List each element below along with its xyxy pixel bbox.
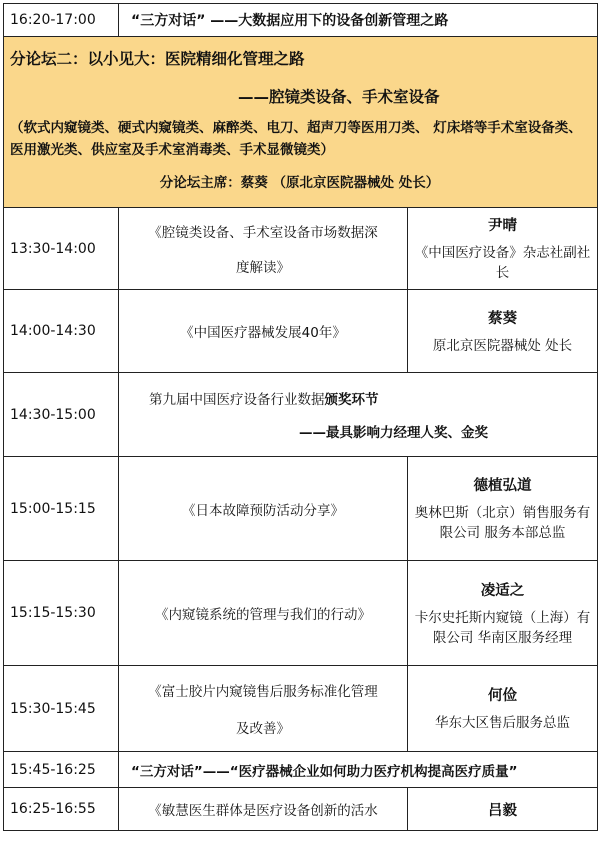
agenda-row bbox=[4, 207, 597, 289]
speaker-name: 尹晴 bbox=[488, 218, 517, 234]
session-title: 《内窥镜系统的管理与我们的行动》 bbox=[119, 561, 408, 665]
session-time: 16:20-17:00 bbox=[4, 4, 119, 36]
session-title: 《日本故障预防活动分享》 bbox=[119, 457, 408, 560]
session-title: “三方对话”——“医疗器械企业如何助力医疗机构提高医疗质量” bbox=[131, 763, 518, 780]
speaker-name: 蔡葵 bbox=[488, 310, 517, 327]
session-title bbox=[119, 208, 408, 289]
speaker-name: 何俭 bbox=[488, 688, 517, 704]
forum-header bbox=[4, 36, 597, 207]
award-line bbox=[119, 388, 379, 408]
session-time: 16:25-16:55 bbox=[4, 788, 119, 830]
session-time: 15:15-15:30 bbox=[4, 561, 119, 665]
session-time: 14:30-15:00 bbox=[4, 373, 119, 456]
session-time: 15:45-16:25 bbox=[4, 752, 119, 787]
session-title-line: 及改善》 bbox=[236, 720, 290, 737]
session-time: 13:30-14:00 bbox=[4, 208, 119, 289]
agenda-row bbox=[4, 456, 597, 560]
session-title-line: 《腔镜类设备、手术室设备市场数据深 bbox=[148, 225, 378, 242]
agenda-row bbox=[4, 665, 597, 751]
speaker-affiliation: 卡尔史托斯内窥镜（上海）有限公司 华南区服务经理 bbox=[414, 609, 591, 646]
agenda-row bbox=[4, 289, 597, 372]
speaker-name: 凌适之 bbox=[480, 582, 525, 599]
forum-description: （软式内窥镜类、硬式内窥镜类、麻醉类、电刀、超声刀等医用刀类、 灯床塔等手术室设备类、医用激光类、供应室及手术室消毒类、手术显微镜类） bbox=[10, 120, 582, 158]
forum-host: 分论坛主席：蔡葵 （原北京医院器械处 处长） bbox=[159, 175, 440, 191]
session-speaker bbox=[408, 290, 597, 372]
session-time: 15:30-15:45 bbox=[4, 666, 119, 751]
agenda-row bbox=[4, 372, 597, 456]
speaker-affiliation: 原北京医院器械处 处长 bbox=[432, 337, 573, 354]
session-title: 《敏慧医生群体是医疗设备创新的活水 bbox=[119, 788, 408, 830]
speaker-affiliation: 奥林巴斯（北京）销售服务有限公司 服务本部总监 bbox=[414, 505, 591, 541]
speaker-affiliation: 《中国医疗设备》杂志社副社长 bbox=[414, 245, 591, 281]
award-text: 第九届中国医疗设备行业数据 bbox=[149, 391, 325, 408]
award-subtitle: ——最具影响力经理人奖、金奖 bbox=[299, 425, 488, 442]
session-title: “三方对话” ——大数据应用下的设备创新管理之路 bbox=[131, 13, 449, 29]
forum-subtitle: ——腔镜类设备、手术室设备 bbox=[238, 88, 440, 106]
agenda-row bbox=[4, 560, 597, 665]
forum-title: 分论坛二：以小见大：医院精细化管理之路 bbox=[10, 50, 305, 68]
session-time: 14:00-14:30 bbox=[4, 290, 119, 372]
agenda-row bbox=[4, 787, 597, 831]
session-speaker bbox=[408, 666, 597, 751]
session-speaker bbox=[408, 561, 597, 665]
session-title bbox=[119, 666, 408, 751]
session-time: 15:00-15:15 bbox=[4, 457, 119, 560]
session-speaker bbox=[408, 208, 597, 289]
award-ceremony bbox=[119, 373, 597, 456]
agenda-row bbox=[4, 751, 597, 787]
session-title-line: 度解读》 bbox=[236, 259, 290, 276]
speaker-name: 德植弘道 bbox=[473, 478, 532, 494]
session-speaker bbox=[408, 788, 597, 830]
session-title-line: 《富士胶片内窥镜售后服务标准化管理 bbox=[148, 684, 378, 701]
agenda-row bbox=[4, 3, 597, 36]
speaker-affiliation: 华东大区售后服务总监 bbox=[435, 715, 570, 731]
award-highlight: 颁奖环节 bbox=[324, 391, 379, 408]
speaker-name: 吕毅 bbox=[488, 802, 517, 819]
session-title: 《中国医疗器械发展40年》 bbox=[119, 290, 408, 372]
session-speaker bbox=[408, 457, 597, 560]
agenda-table bbox=[3, 3, 598, 831]
